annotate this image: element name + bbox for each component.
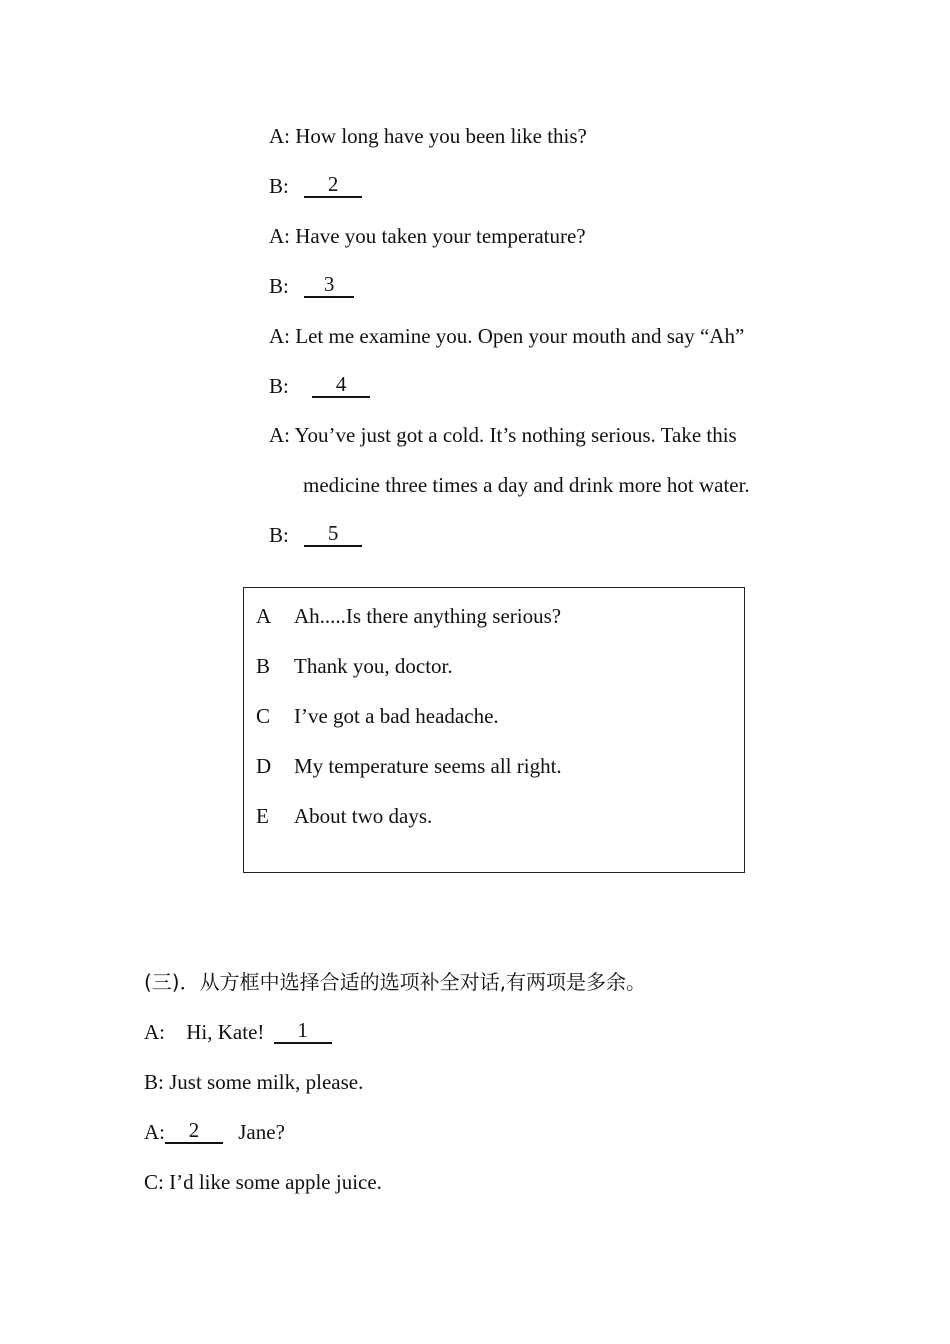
speaker-label: C:: [144, 1170, 164, 1194]
option-item: [256, 754, 562, 778]
dialogue-text: Just some milk, please.: [169, 1070, 364, 1094]
speaker-label: A:: [269, 324, 290, 348]
dialogue-line: [269, 324, 744, 348]
dialogue-line: [269, 174, 362, 198]
dialogue-line: [144, 1070, 363, 1094]
speaker-label: B:: [269, 274, 289, 298]
option-text: I’ve got a bad headache.: [294, 704, 499, 728]
dialogue-continuation: medicine three times a day and drink more hot water.: [303, 473, 750, 497]
speaker-label: A:: [269, 224, 290, 248]
option-letter: E: [256, 804, 269, 828]
dialogue-line: [269, 523, 362, 547]
option-letter: C: [256, 704, 271, 728]
answer-blank[interactable]: 1: [274, 1020, 332, 1044]
option-letter: B: [256, 654, 271, 678]
speaker-label: B:: [269, 174, 289, 198]
option-item: [256, 804, 432, 828]
dialogue-line: [269, 423, 737, 447]
answer-blank[interactable]: 4: [312, 374, 370, 398]
speaker-label: A:: [144, 1120, 165, 1144]
dialogue-line: [144, 1020, 332, 1044]
speaker-label: A:: [269, 124, 290, 148]
dialogue-line: [269, 224, 586, 248]
option-item: [256, 654, 453, 678]
answer-blank[interactable]: 5: [304, 523, 362, 547]
option-text: Thank you, doctor.: [294, 654, 453, 678]
option-item: [256, 704, 499, 728]
option-text: Ah.....Is there anything serious?: [294, 604, 562, 628]
option-item: [256, 604, 561, 628]
dialogue-text: How long have you been like this?: [295, 124, 587, 148]
dialogue-line: [269, 124, 587, 148]
option-letter: D: [256, 754, 272, 778]
option-text: About two days.: [294, 804, 433, 828]
dialogue-text: You’ve just got a cold. It’s nothing serious. Take this: [294, 423, 737, 447]
dialogue-line: [144, 1120, 285, 1144]
dialogue-text: Jane?: [238, 1120, 285, 1144]
answer-blank[interactable]: 3: [304, 274, 354, 298]
dialogue-line: [269, 374, 370, 398]
option-letter: A: [256, 604, 272, 628]
option-text: My temperature seems all right.: [294, 754, 562, 778]
dialogue-text: Have you taken your temperature?: [295, 224, 586, 248]
dialogue-line: [269, 274, 354, 298]
section-heading: (三)．从方框中选择合适的选项补全对话,有两项是多余。: [144, 970, 646, 994]
dialogue-text: I’d like some apple juice.: [169, 1170, 382, 1194]
speaker-label: B:: [269, 523, 289, 547]
answer-blank[interactable]: 2: [165, 1120, 223, 1144]
speaker-label: B:: [269, 374, 289, 398]
speaker-label: A:: [144, 1020, 165, 1044]
speaker-label: A:: [269, 423, 290, 447]
dialogue-text: Hi, Kate!: [186, 1020, 265, 1044]
options-box: [243, 587, 745, 873]
dialogue-text: Let me examine you. Open your mouth and say “Ah”: [295, 324, 745, 348]
speaker-label: B:: [144, 1070, 164, 1094]
dialogue-line: [144, 1170, 382, 1194]
answer-blank[interactable]: 2: [304, 174, 362, 198]
